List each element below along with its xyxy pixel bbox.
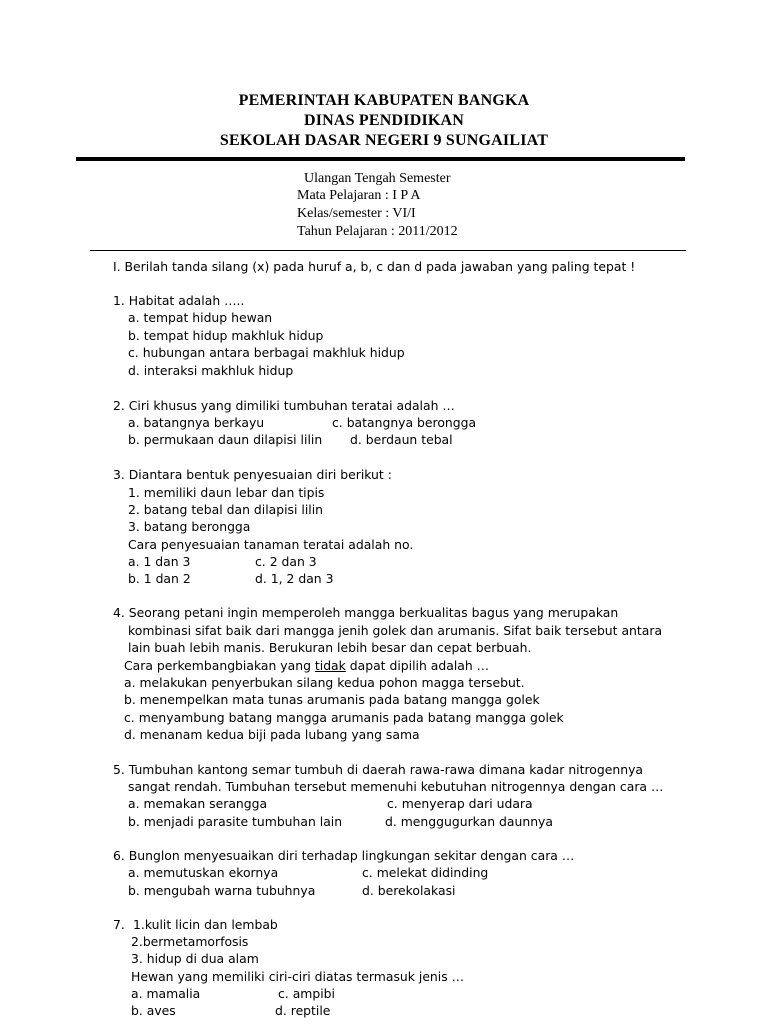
question-7-item-3: 3. hidup di dua alam — [131, 951, 259, 966]
question-3-item-2: 2. batang tebal dan dilapisi lilin — [128, 502, 324, 517]
question-7-option-d: d. reptile — [275, 1003, 331, 1018]
question-2-option-b: b. permukaan daun dilapisi lilin — [128, 432, 323, 447]
question-3-option-b: b. 1 dan 2 — [128, 571, 191, 586]
question-6-option-b: b. mengubah warna tubuhnya — [128, 883, 316, 898]
question-2-option-a: a. batangnya berkayu — [128, 415, 265, 430]
question-1-option-a: a. tempat hidup hewan — [128, 310, 273, 325]
question-3-option-c: c. 2 dan 3 — [255, 554, 317, 569]
question-2-option-c: c. batangnya berongga — [332, 415, 477, 430]
question-3-option-d: d. 1, 2 dan 3 — [255, 571, 334, 586]
question-1-option-d: d. interaksi makhluk hidup — [128, 363, 294, 378]
exam-subject: Mata Pelajaran : I P A — [297, 188, 421, 203]
exam-year: Tahun Pelajaran : 2011/2012 — [297, 224, 458, 239]
question-2-option-d: d. berdaun tebal — [350, 432, 453, 447]
question-2-text: 2. Ciri khusus yang dimiliki tumbuhan teratai adalah … — [113, 398, 455, 413]
question-5-option-b: b. menjadi parasite tumbuhan lain — [128, 814, 343, 829]
question-5-line-1: 5. Tumbuhan kantong semar tumbuh di daerah rawa-rawa dimana kadar nitrogennya — [113, 762, 644, 777]
question-5-line-2: sangat rendah. Tumbuhan tersebut memenuhi kebutuhan nitrogennya dengan cara … — [128, 779, 664, 794]
question-5-option-d: d. menggugurkan daunnya — [385, 814, 553, 829]
question-4-prompt-end: dapat dipilih adalah … — [345, 658, 490, 673]
question-7-option-a: a. mamalia — [131, 986, 201, 1001]
question-4-option-d: d. menanam kedua biji pada lubang yang sama — [124, 727, 420, 742]
question-3-item-1: 1. memiliki daun lebar dan tipis — [128, 485, 325, 500]
question-4-option-c: c. menyambung batang mangga arumanis pada batang mangga golek — [124, 710, 564, 725]
question-7-option-c: c. ampibi — [278, 986, 335, 1001]
exam-title: Ulangan Tengah Semester — [304, 171, 451, 186]
header-school: SEKOLAH DASAR NEGERI 9 SUNGAILIAT — [219, 132, 549, 149]
question-4-option-a: a. melakukan penyerbukan silang kedua pohon magga tersebut. — [124, 675, 525, 690]
question-7-option-b: b. aves — [131, 1003, 176, 1018]
instruction-text: I. Berilah tanda silang (x) pada huruf a, b, c dan d pada jawaban yang paling tepat ! — [113, 259, 636, 274]
question-6-option-a: a. memutuskan ekornya — [128, 865, 279, 880]
question-7-item-2: 2.bermetamorfosis — [131, 934, 249, 949]
header-divider-thick — [76, 157, 685, 161]
header-government: PEMERINTAH KABUPATEN BANGKA — [238, 92, 530, 109]
question-5-option-a: a. memakan serangga — [128, 796, 268, 811]
question-4-line-2: kombinasi sifat baik dari mangga jenih golek dan arumanis. Sifat baik tersebut antara — [128, 623, 663, 638]
question-4-prompt-emphasis: tidak — [314, 658, 346, 673]
question-7-number: 7. — [113, 917, 125, 932]
question-6-option-c: c. melekat didinding — [362, 865, 489, 880]
question-4-prompt — [124, 658, 489, 673]
question-3-option-a: a. 1 dan 3 — [128, 554, 191, 569]
question-6-option-d: d. berekolakasi — [362, 883, 456, 898]
question-1-option-b: b. tempat hidup makhluk hidup — [128, 328, 324, 343]
question-5-option-c: c. menyerap dari udara — [387, 796, 533, 811]
question-1-text: 1. Habitat adalah ….. — [113, 293, 245, 308]
question-4-line-3: lain buah lebih manis. Berukuran lebih besar dan cepat berbuah. — [128, 640, 532, 655]
question-4-option-b: b. menempelkan mata tunas arumanis pada batang mangga golek — [124, 692, 540, 707]
question-4-prompt-start: Cara perkembangbiakan yang — [124, 658, 315, 673]
exam-class: Kelas/semester : VI/I — [297, 206, 416, 221]
header-department: DINAS PENDIDIKAN — [303, 112, 465, 129]
question-7-item-1: 1.kulit licin dan lembab — [133, 917, 278, 932]
question-1-option-c: c. hubungan antara berbagai makhluk hidup — [128, 345, 405, 360]
question-4-line-1: 4. Seorang petani ingin memperoleh mangga berkualitas bagus yang merupakan — [113, 605, 619, 620]
question-3-text: 3. Diantara bentuk penyesuaian diri berikut : — [113, 467, 392, 482]
question-3-prompt: Cara penyesuaian tanaman teratai adalah no. — [128, 537, 414, 552]
question-6-text: 6. Bunglon menyesuaikan diri terhadap lingkungan sekitar dengan cara … — [113, 848, 575, 863]
info-divider-thin — [90, 250, 686, 251]
question-3-item-3: 3. batang berongga — [128, 519, 251, 534]
question-7-prompt: Hewan yang memiliki ciri-ciri diatas termasuk jenis … — [131, 969, 465, 984]
